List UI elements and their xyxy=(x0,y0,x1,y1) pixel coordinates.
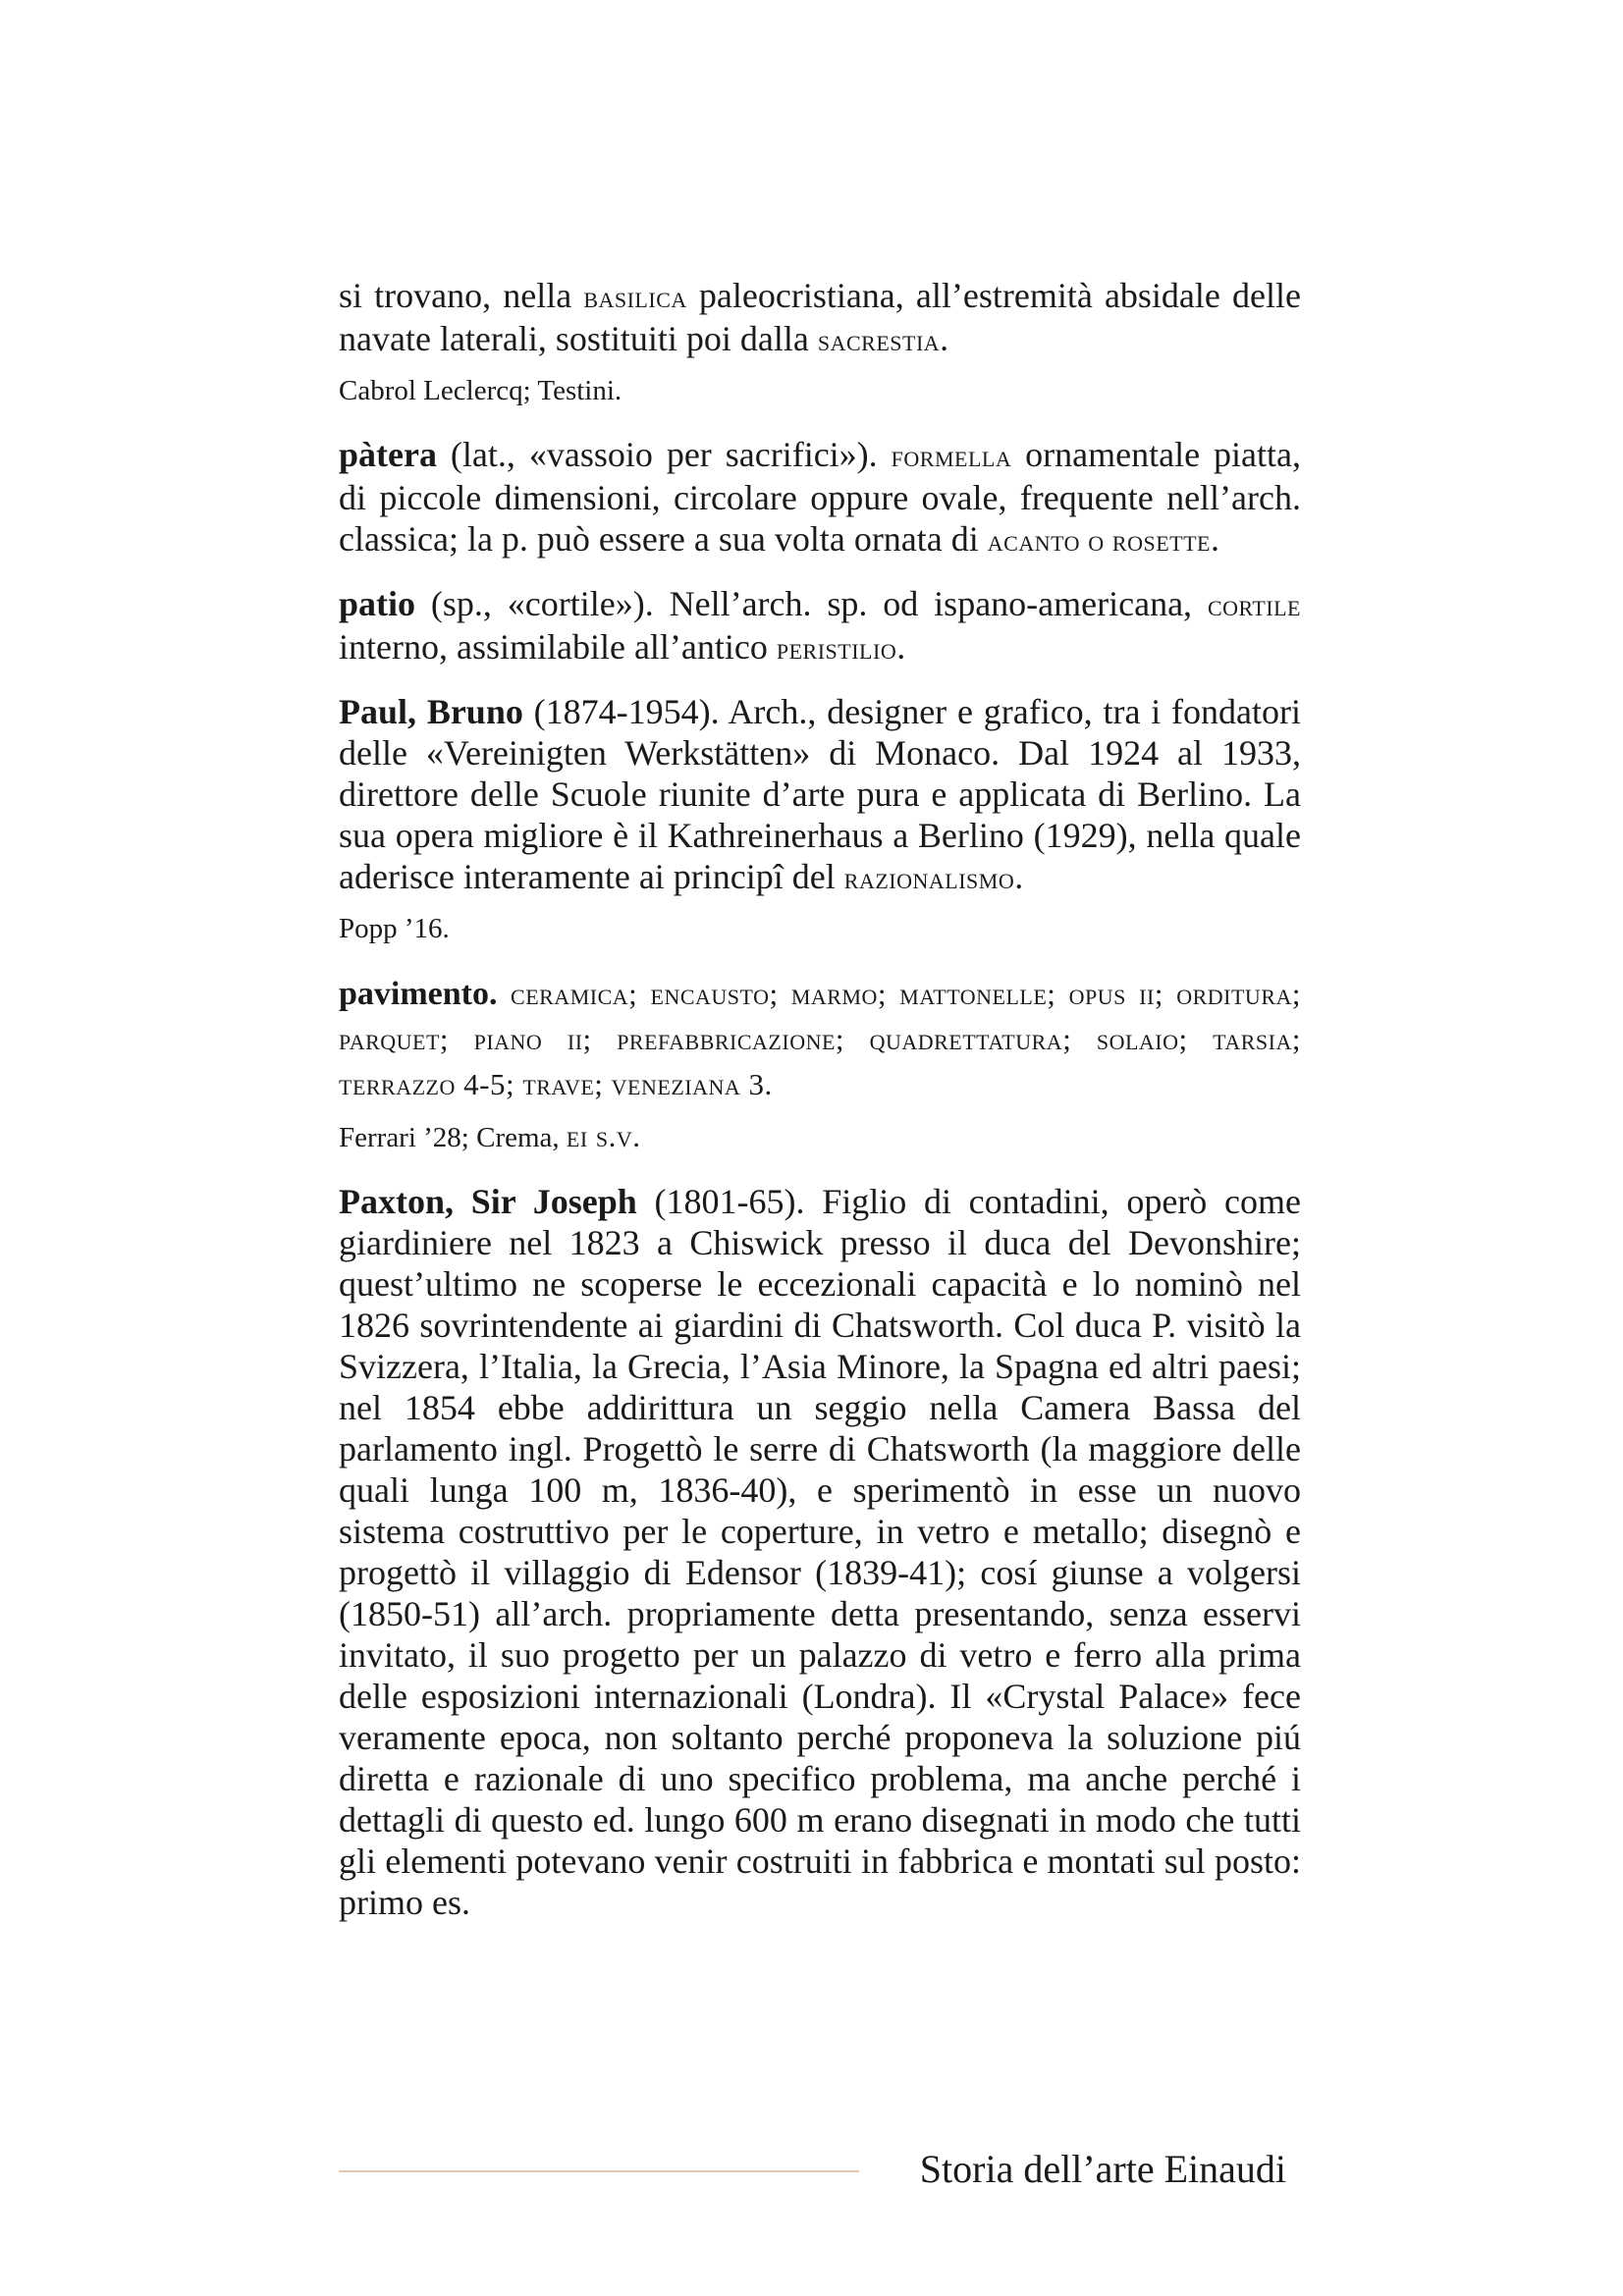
page-footer xyxy=(339,2140,1301,2199)
entry-bibliography: Cabrol Leclercq; Testini. xyxy=(339,375,622,406)
cross-reference: ceramica; encausto; marmo; mattonelle; opus ii; orditura; parquet; piano ii; prefabbricazione; quadrettatura; solaio; tarsia; terrazzo 4-5; trave; veneziana 3. xyxy=(339,977,1301,1101)
entry-text: (1801-65). Figlio di contadini, operò come giardiniere nel 1823 a Chiswick presso il duca del Devonshire; quest’ultimo ne scoperse le eccezionali capacità e lo nominò nel 1826 sovrintendente ai giardini di Chatsworth. Col duca P. visitò la Svizzera, l’Italia, la Grecia, l’Asia Minore, la Spagna ed altri paesi; nel 1854 ebbe addirittura un seggio nella Camera Bassa del parlamento ingl. Progettò le serre di Chatsworth (la maggiore delle quali lunga 100 m, 1836-40), e sperimentò in esse un nuovo sistema costruttivo per le coperture, in vetro e metallo; disegnò e progettò il villaggio di Edensor (1839-41); cosí giunse a volgersi (1850-51) all’arch. propriamente detta presentando, senza esservi invitato, il suo progetto per un palazzo di vetro e ferro alla prima delle esposizioni internazionali (Londra). Il «Crystal Palace» fece veramente epoca, non soltanto perché proponeva la soluzione piú diretta e razionale di uno specifico problema, ma anche perché i dettagli di questo ed. lungo 600 m erano disegnati in modo che tutti gli elementi potevano venir costruiti in fabbrica e montati sul posto: primo es. xyxy=(339,1182,1301,1922)
entry-text: . xyxy=(896,627,906,667)
cross-reference: ei s.v. xyxy=(566,1119,641,1153)
cross-reference: razionalismo xyxy=(843,861,1015,895)
entry-text: si trovano, nella xyxy=(339,276,584,315)
cross-reference: cortile xyxy=(1207,588,1301,622)
entry-bibliography: Popp ’16. xyxy=(339,913,450,944)
entry-bibliography xyxy=(339,1117,1301,1157)
entry-text xyxy=(498,976,512,1012)
entry-paxton xyxy=(339,1181,1301,1923)
cross-reference: basilica xyxy=(583,280,687,314)
entry-text: (lat., «vassoio per sacrifici»). xyxy=(436,435,892,474)
entry-headword: Paul, Bruno xyxy=(339,692,523,731)
entry-paul xyxy=(339,691,1301,899)
entry-cont xyxy=(339,275,1301,361)
entry-pavimento xyxy=(339,972,1301,1107)
footer-title: Storia dell’arte Einaudi xyxy=(919,2147,1286,2191)
entry-text: paleocristiana, all’estremità absidale delle navate laterali, sostituiti poi dalla xyxy=(339,276,1301,358)
entry-text: . xyxy=(940,319,949,358)
entry-text: . xyxy=(1014,857,1024,896)
dictionary-column xyxy=(339,275,1301,1945)
cross-reference: formella xyxy=(891,439,1012,473)
cross-reference: acanto o rosette xyxy=(987,523,1211,558)
cross-reference: peristilio xyxy=(776,631,897,666)
entry-text: ornamentale piatta, di piccole dimensioni, circolare oppure ovale, frequente nell’arch. classica; la p. può essere a sua volta ornata di xyxy=(339,435,1301,559)
entry-text: (sp., «cortile»). Nell’arch. sp. od ispano-americana, xyxy=(415,584,1208,623)
entry-headword: pàtera xyxy=(339,435,437,474)
entry-headword: patio xyxy=(339,584,416,623)
entry-headword: Paxton, Sir Joseph xyxy=(339,1182,637,1221)
footer-rule xyxy=(339,2170,859,2172)
cross-reference: sacrestia xyxy=(817,323,941,357)
entry-patera xyxy=(339,434,1301,561)
entry-text: Ferrari ’28; Crema, xyxy=(339,1122,567,1153)
entry-text: . xyxy=(1210,519,1219,559)
entry-text: (1874-1954). Arch., designer e grafico, tra i fondatori delle «Vereinigten Werkstätten» di Monaco. Dal 1924 al 1933, direttore delle Scuole riunite d’arte pura e applicata di Berlino. La sua opera migliore è il Kathreinerhaus a Berlino (1929), nella quale aderisce interamente ai principî del xyxy=(339,692,1302,896)
entry-patio xyxy=(339,583,1301,669)
entry-text: interno, assimilabile all’antico xyxy=(339,627,777,667)
entry-headword: pavimento. xyxy=(339,976,498,1012)
